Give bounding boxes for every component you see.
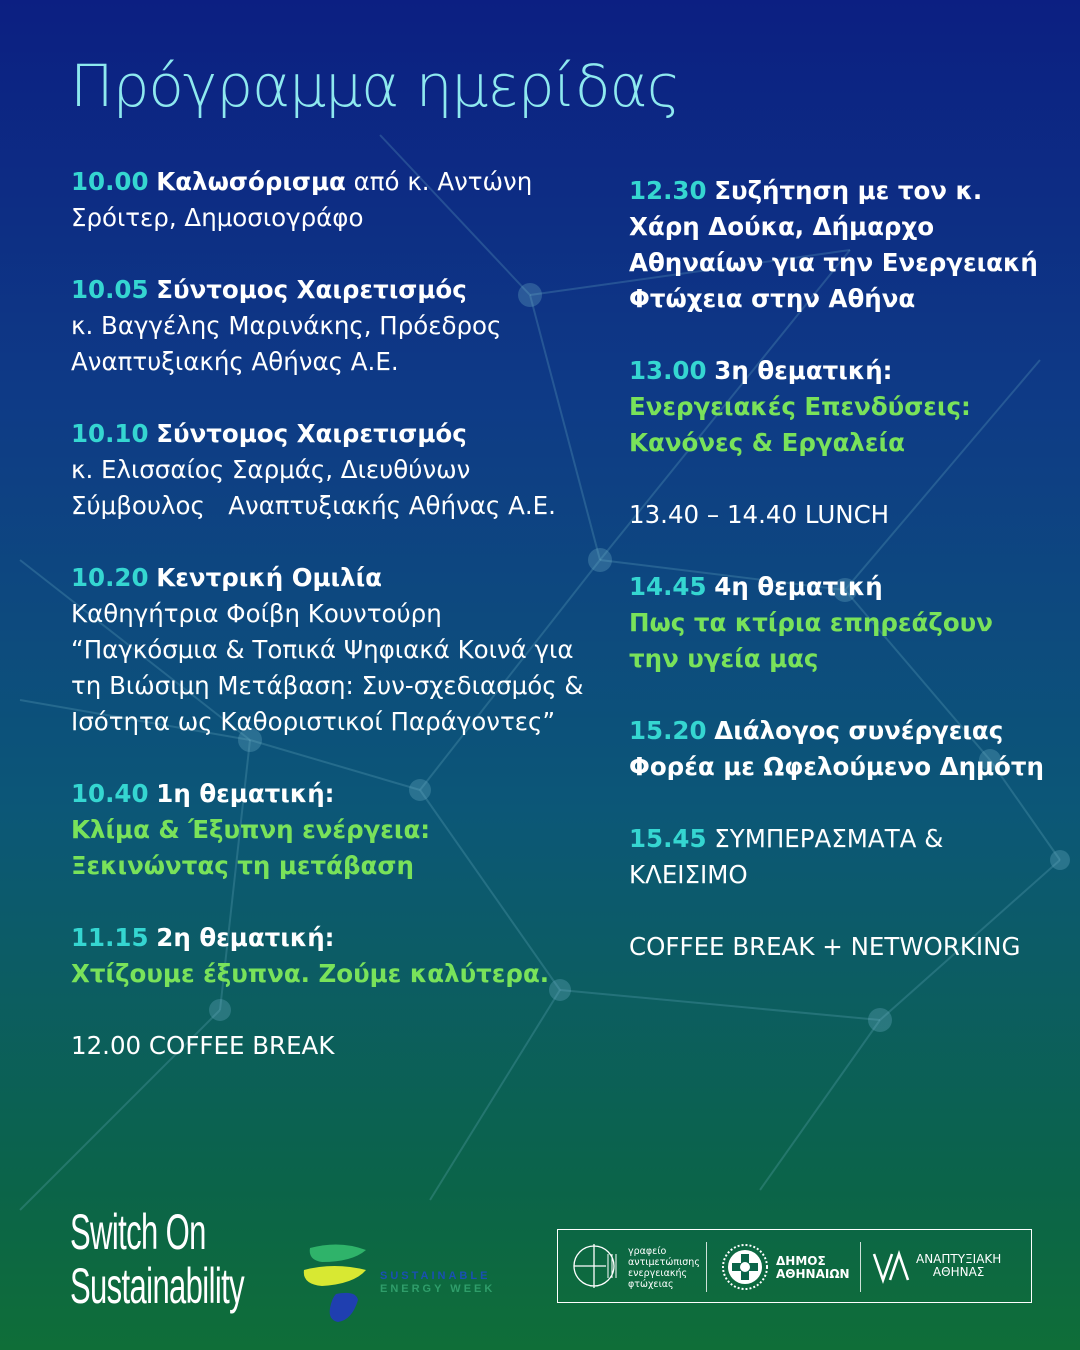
item-time: 11.15 (71, 923, 149, 952)
item-topic: Ενεργειακές Επενδύσεις: Κανόνες & Εργαλεία (629, 392, 971, 457)
item-time: 13.00 (629, 356, 707, 385)
logo-line: Sustainability (70, 1258, 244, 1314)
energy-poverty-office-icon (568, 1240, 624, 1292)
item-topic: Πως τα κτίρια επηρεάζουν την υγεία μας (629, 608, 993, 673)
athens-seal-icon (720, 1240, 770, 1294)
schedule-item (71, 164, 591, 236)
schedule-item (71, 272, 591, 380)
item-time: 10.10 (71, 419, 149, 448)
partner-text (628, 1246, 700, 1290)
divider (860, 1242, 861, 1292)
schedule-item (629, 929, 1049, 965)
schedule-item (71, 1028, 591, 1064)
schedule-item (629, 713, 1049, 785)
schedule-item (629, 821, 1049, 893)
item-heading: 4η θεματική (714, 572, 883, 601)
item-topic: Χτίζουμε έξυπνα. Ζούμε καλύτερα. (71, 959, 550, 988)
sustainable-energy-week-wordmark (380, 1270, 495, 1296)
development-athens-logo (872, 1238, 1027, 1296)
item-text: κ. Βαγγέλης Μαρινάκης, Πρόεδρος Αναπτυξιακής Αθήνας Α.Ε. (71, 311, 502, 376)
left-schedule-column (71, 164, 591, 1064)
partner-text-line: φτώχειας (628, 1279, 674, 1290)
partner-text (916, 1253, 1001, 1279)
item-topic: Κλίμα & Έξυπνη ενέργεια: Ξεκινώντας τη μετάβαση (71, 815, 431, 880)
item-heading: 3η θεματική: (714, 356, 893, 385)
logo-line: Switch On (70, 1204, 206, 1260)
item-time: 10.20 (71, 563, 149, 592)
item-heading: Διάλογος συνέργειας Φορέα με Ωφελούμενο Δημότη (629, 716, 1044, 781)
schedule-item (71, 920, 591, 992)
partner-text-line: αντιμετώπισης (628, 1257, 700, 1268)
logo-line: ENERGY WEEK (380, 1283, 496, 1295)
right-schedule-column (629, 173, 1049, 965)
item-heading: Σύντομος Χαιρετισμός (156, 275, 467, 304)
item-time: 10.40 (71, 779, 149, 808)
partner-text-line: ΑΘΗΝΑΣ (932, 1265, 985, 1279)
energy-poverty-office-logo (568, 1238, 706, 1294)
page-title: Πρόγραμμα ημερίδας (70, 52, 680, 120)
partner-text-line: ΑΝΑΠΤΥΞΙΑΚΗ (916, 1252, 1002, 1266)
item-time: 14.45 (629, 572, 707, 601)
schedule-item (629, 353, 1049, 461)
item-text: από κ. Αντώνη Σρόιτερ, Δημοσιογράφο (71, 167, 533, 232)
logo-line: SUSTAINABLE (380, 1270, 491, 1282)
partner-text-line: γραφείο (628, 1246, 667, 1257)
partner-text-line: ενεργειακής (628, 1268, 688, 1279)
schedule-item (629, 497, 1049, 533)
item-text: κ. Ελισσαίος Σαρμάς, Διευθύνων Σύμβουλος Αναπτυξιακής Αθήνας Α.Ε. (71, 455, 556, 520)
item-text: Καθηγήτρια Φοίβη Κουντούρη “Παγκόσμια & Τοπικά Ψηφιακά Κοινά για τη Βιώσιμη Μετάβαση: Συν-σχεδιασμός & Ισότητα ως Καθοριστικοί Παράγοντες” (71, 599, 584, 736)
item-time: 10.00 (71, 167, 149, 196)
item-heading: 2η θεματική: (156, 923, 335, 952)
schedule-item (71, 560, 591, 740)
schedule-item (71, 776, 591, 884)
item-time: 10.05 (71, 275, 149, 304)
item-text: 13.40 – 14.40 LUNCH (629, 500, 890, 529)
item-heading: Κεντρική Ομιλία (156, 563, 382, 592)
item-heading: Συζήτηση με τον κ. Χάρη Δούκα, Δήμαρχο Αθηναίων για την Ενεργειακή Φτώχεια στην Αθήνα (629, 176, 1038, 313)
partner-logos-box (557, 1229, 1032, 1303)
schedule-item (629, 569, 1049, 677)
item-heading: 1η θεματική: (156, 779, 335, 808)
item-text: 12.00 COFFEE BREAK (71, 1031, 335, 1060)
partner-text (776, 1255, 850, 1281)
switch-on-sustainability-logo (70, 1205, 244, 1313)
municipality-athens-logo (720, 1238, 860, 1296)
item-time: 15.20 (629, 716, 707, 745)
sustainable-energy-week-icon (300, 1242, 374, 1324)
item-heading: Καλωσόρισμα (156, 167, 346, 196)
schedule-item (629, 173, 1049, 317)
item-heading: Σύντομος Χαιρετισμός (156, 419, 467, 448)
va-monogram-icon (872, 1248, 914, 1288)
item-time: 15.45 (629, 824, 707, 853)
divider (706, 1242, 707, 1292)
partner-text-line: ΑΘΗΝΑΙΩΝ (776, 1267, 850, 1281)
partner-text-line: ΔΗΜΟΣ (776, 1254, 826, 1268)
schedule-item (71, 416, 591, 524)
item-text: COFFEE BREAK + NETWORKING (629, 932, 1021, 961)
item-time: 12.30 (629, 176, 707, 205)
item-text: ΣΥΜΠΕΡΑΣΜΑΤΑ & ΚΛΕΙΣΙΜΟ (629, 824, 944, 889)
